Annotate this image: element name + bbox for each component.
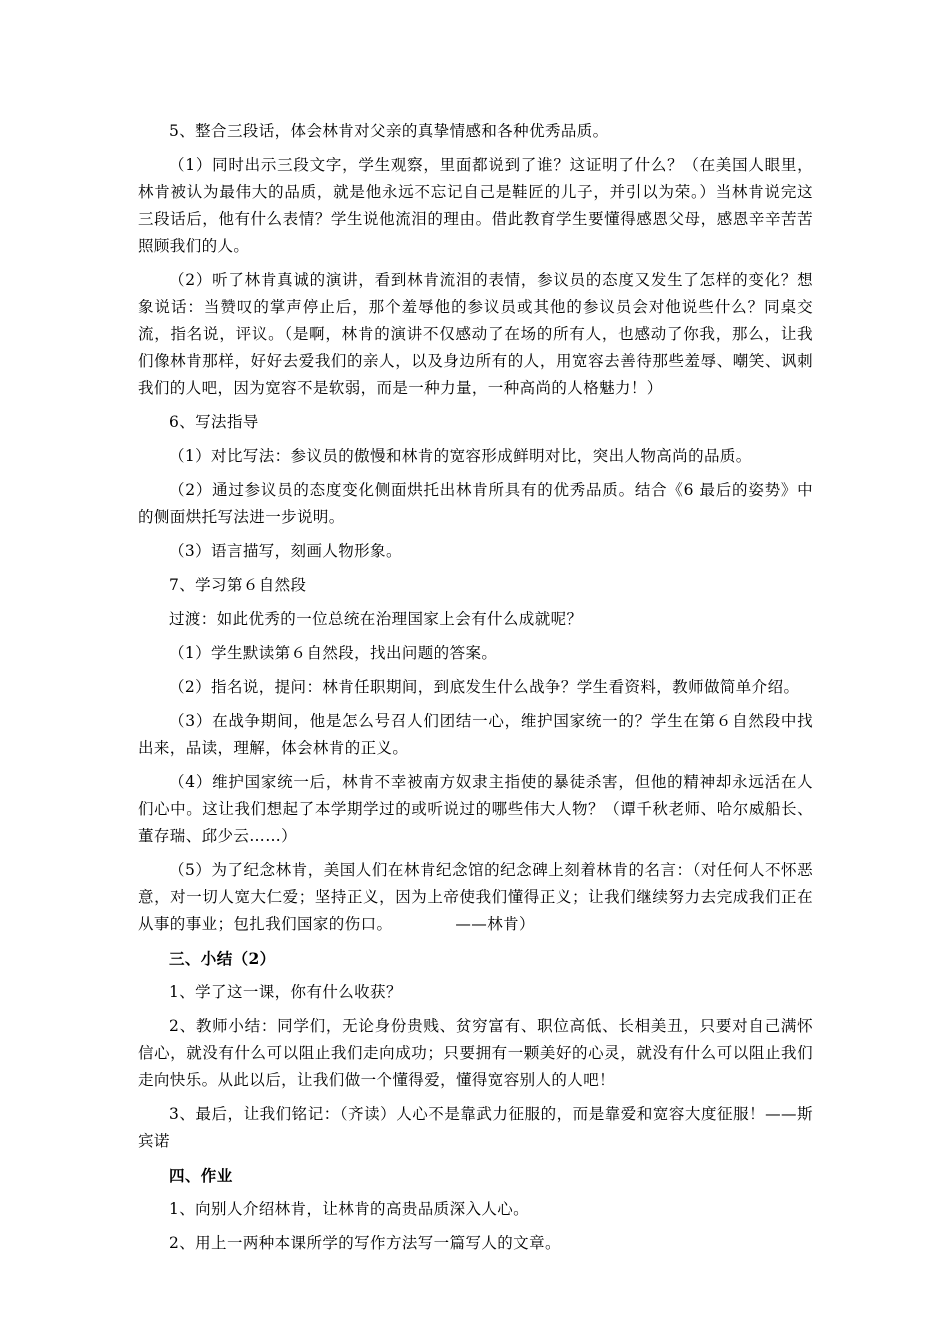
section-summary-heading: 三、小结（2）	[169, 949, 276, 968]
step-6-item-1: （1）对比写法：参议员的傲慢和林肯的宽容形成鲜明对比，突出人物高尚的品质。	[169, 447, 752, 465]
step-7-item-5	[138, 857, 813, 938]
homework-item-1: 1、向别人介绍林肯，让林肯的高贵品质深入人心。	[169, 1200, 530, 1218]
step-7-item-3: （3）在战争期间，他是怎么号召人们团结一心，维护国家统一的？学生在第６自然段中找出来，品读，理解，体会林肯的正义。	[138, 712, 813, 757]
summary-item-1: 1、学了这一课，你有什么收获？	[169, 983, 402, 1001]
step-6-item-3: （3）语言描写，刻画人物形象。	[169, 542, 402, 560]
step-7-heading: 7、学习第６自然段	[169, 576, 307, 594]
step-5-heading: 5、整合三段话，体会林肯对父亲的真挚情感和各种优秀品质。	[169, 122, 609, 140]
step-7-item-1: （1）学生默读第６自然段，找出问题的答案。	[169, 644, 498, 662]
step-5-item-2: （2）听了林肯真诚的演讲，看到林肯流泪的表情，参议员的态度又发生了怎样的变化？想象说话：当赞叹的掌声停止后，那个羞辱他的参议员或其他的参议员会对他说些什么？同桌交流，指名说，评议。（是啊，林肯的演讲不仅感动了在场的所有人，也感动了你我，那么，让我们像林肯那样，好好去爱我们的亲人，以及身边所有的人，用宽容去善待那些羞辱、嘲笑、讽刺我们的人吧，因为宽容不是软弱，而是一种力量，一种高尚的人格魅力！）	[138, 271, 813, 397]
step-5-item-1: （1）同时出示三段文字，学生观察，里面都说到了谁？这证明了什么？（在美国人眼里，林肯被认为最伟大的品质，就是他永远不忘记自己是鞋匠的儿子，并引以为荣。）当林肯说完这三段话后，他有什么表情？学生说他流泪的理由。借此教育学生要懂得感恩父母，感恩辛辛苦苦照顾我们的人。	[138, 156, 813, 255]
step-7-item-4: （4）维护国家统一后，林肯不幸被南方奴隶主指使的暴徒杀害，但他的精神却永远活在人们心中。这让我们想起了本学期学过的或听说过的哪些伟大人物？（谭千秋老师、哈尔威船长、董存瑞、邱少云……）	[138, 773, 813, 845]
section-homework-heading: 四、作业	[169, 1166, 233, 1185]
summary-item-2: 2、教师小结：同学们，无论身份贵贱、贫穷富有、职位高低、长相美丑，只要对自己满怀信心，就没有什么可以阻止我们走向成功；只要拥有一颗美好的心灵，就没有什么可以阻止我们走向快乐。从此以后，让我们做一个懂得爱，懂得宽容别人的人吧！	[138, 1017, 813, 1089]
quote-attribution: ——林肯）	[455, 915, 535, 933]
document-body	[138, 118, 813, 1264]
step-7-item-2: （2）指名说，提问：林肯任职期间，到底发生什么战争？学生看资料，教师做简单介绍。	[169, 678, 800, 696]
step-6-item-2: （2）通过参议员的态度变化侧面烘托出林肯所具有的优秀品质。结合《6 最后的姿势》中的侧面烘托写法进一步说明。	[138, 481, 813, 526]
step-7-transition: 过渡：如此优秀的一位总统在治理国家上会有什么成就呢？	[169, 610, 583, 628]
lincoln-quote: （5）为了纪念林肯，美国人们在林肯纪念馆的纪念碑上刻着林肯的名言：（对任何人不怀恶意，对一切人宽大仁爱；坚持正义，因为上帝使我们懂得正义；让我们继续努力去完成我们正在从事的事业；包扎我们国家的伤口。	[138, 861, 813, 933]
step-6-heading: 6、写法指导	[169, 413, 259, 431]
homework-item-2: 2、用上一两种本课所学的写作方法写一篇写人的文章。	[169, 1234, 561, 1252]
summary-item-3: 3、最后，让我们铭记：（齐读）人心不是靠武力征服的，而是靠爱和宽容大度征服！——斯宾诺	[138, 1105, 813, 1150]
